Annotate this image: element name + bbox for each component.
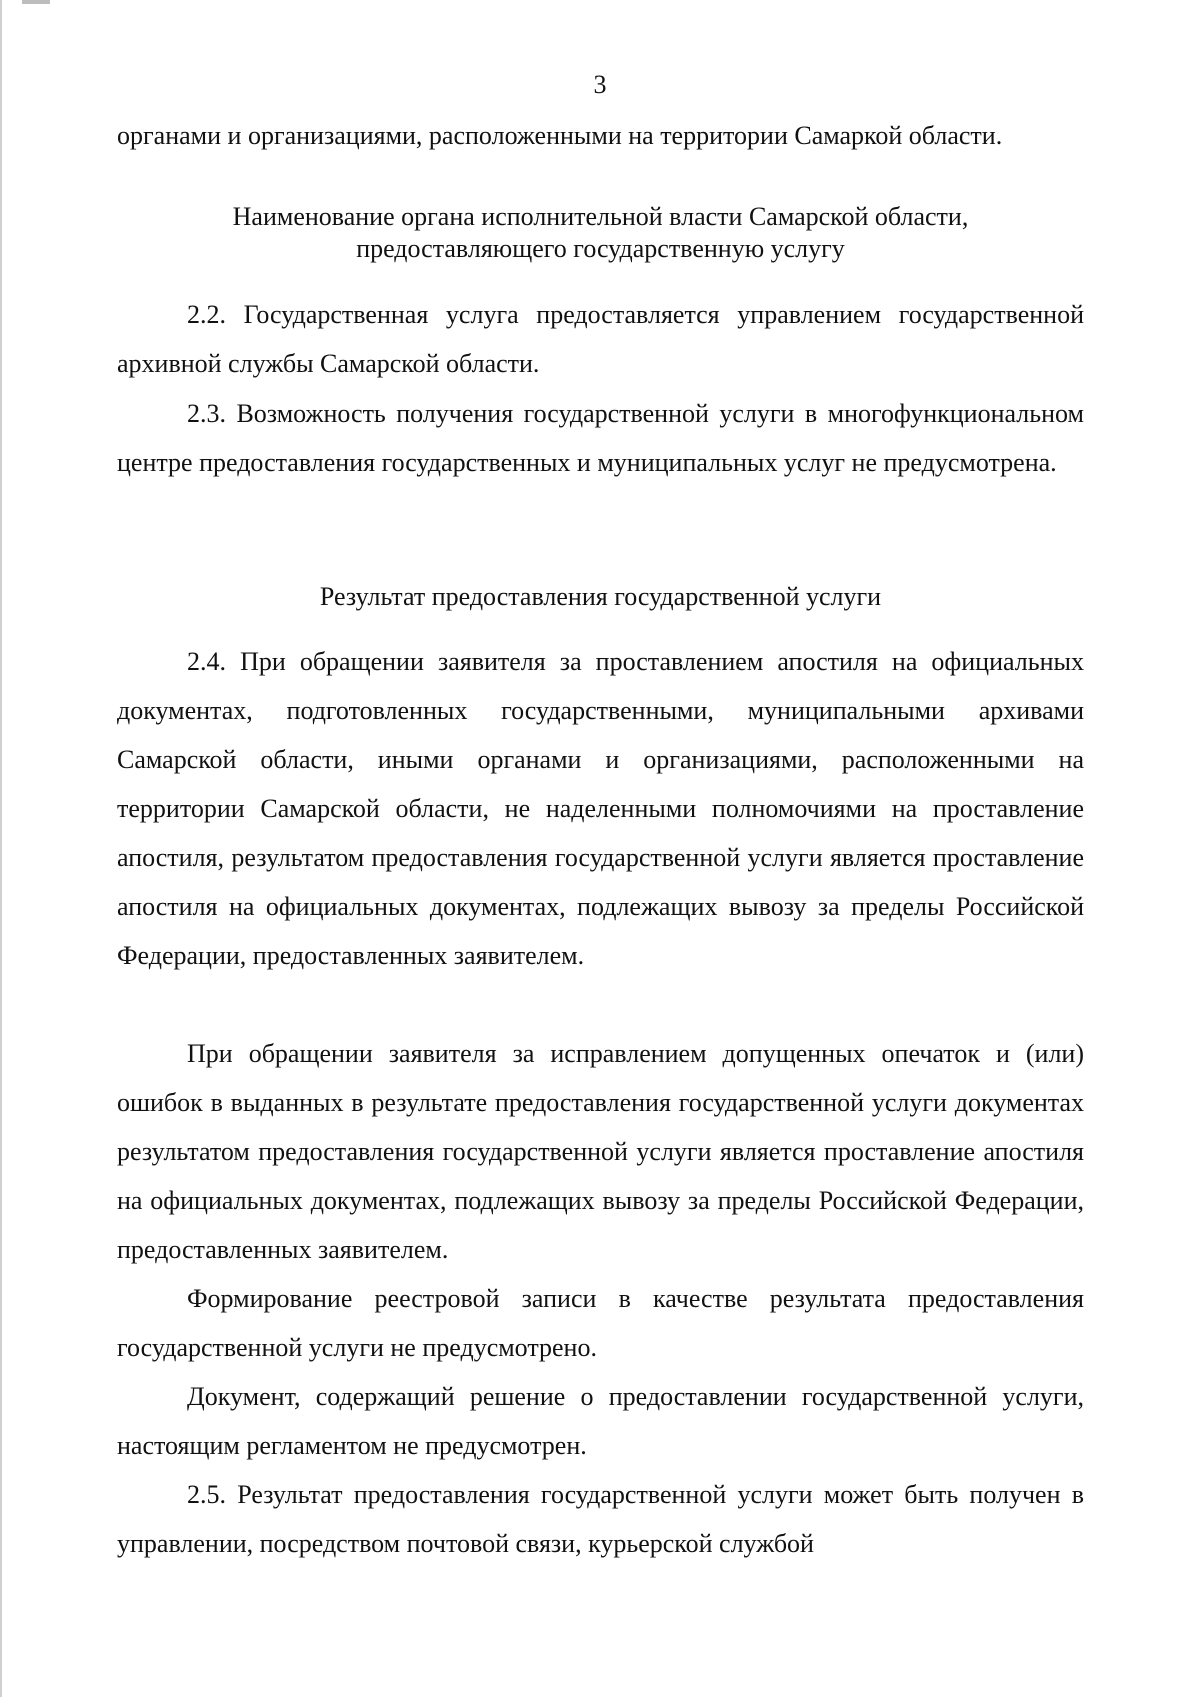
paragraph-2-5: 2.5. Результат предоставления государственной услуги может быть получен в управлении, посредством почтовой связи, курьерской службой bbox=[117, 1480, 1084, 1558]
page-number: 3 bbox=[593, 70, 607, 99]
paragraph-2-4: 2.4. При обращении заявителя за проставлением апостиля на официальных документах, подготовленных государственными, муниципальными архивами Самарской области, иными органами и организациями, расположенными на территории Самарской области, не наделенными полномочиями на проставление апостиля, результатом предоставления государственной услуги является проставление апостиля на официальных документах, подлежащих вывозу за пределы Российской Федерации, предоставленных заявителем. bbox=[117, 647, 1084, 970]
paragraph-2-2: 2.2. Государственная услуга предоставляется управлением государственной архивной службы Самарской области. bbox=[117, 300, 1084, 378]
paragraph-2-2-block bbox=[117, 290, 1084, 388]
paragraph-decision: Документ, содержащий решение о предоставлении государственной услуги, настоящим регламентом не предусмотрен. bbox=[117, 1382, 1084, 1460]
paragraph-2-4-block bbox=[117, 637, 1084, 980]
scan-corner-mark bbox=[22, 0, 50, 4]
heading-line-2: предоставляющего государственную услугу bbox=[356, 234, 845, 263]
paragraph-correction: При обращении заявителя за исправлением допущенных опечаток и (или) ошибок в выданных в результате предоставления государственной услуги документах результатом предоставления государственной услуги является проставление апостиля на официальных документах, подлежащих вывозу за пределы Российской Федерации, предоставленных заявителем. bbox=[117, 1039, 1084, 1264]
heading-line-1: Наименование органа исполнительной власти Самарской области, bbox=[232, 202, 969, 231]
page-edge bbox=[0, 0, 2, 1697]
section-heading-result bbox=[117, 581, 1084, 613]
paragraph-decision-block bbox=[117, 1372, 1084, 1470]
paragraph-2-3-block bbox=[117, 389, 1084, 487]
section-heading-authority bbox=[117, 201, 1084, 265]
continued-paragraph: органами и организациями, расположенными на территории Самаркой области. bbox=[117, 121, 1003, 150]
continued-line bbox=[117, 111, 1084, 160]
paragraph-2-5-block bbox=[117, 1470, 1084, 1568]
heading-result: Результат предоставления государственной услуги bbox=[319, 582, 882, 611]
paragraph-registry: Формирование реестровой записи в качестве результата предоставления государственной услуги не предусмотрено. bbox=[117, 1284, 1084, 1362]
paragraph-registry-block bbox=[117, 1274, 1084, 1372]
paragraph-correction-block bbox=[117, 1029, 1084, 1274]
paragraph-2-3: 2.3. Возможность получения государственной услуги в многофункциональном центре предоставления государственных и муниципальных услуг не предусмотрена. bbox=[117, 399, 1084, 477]
